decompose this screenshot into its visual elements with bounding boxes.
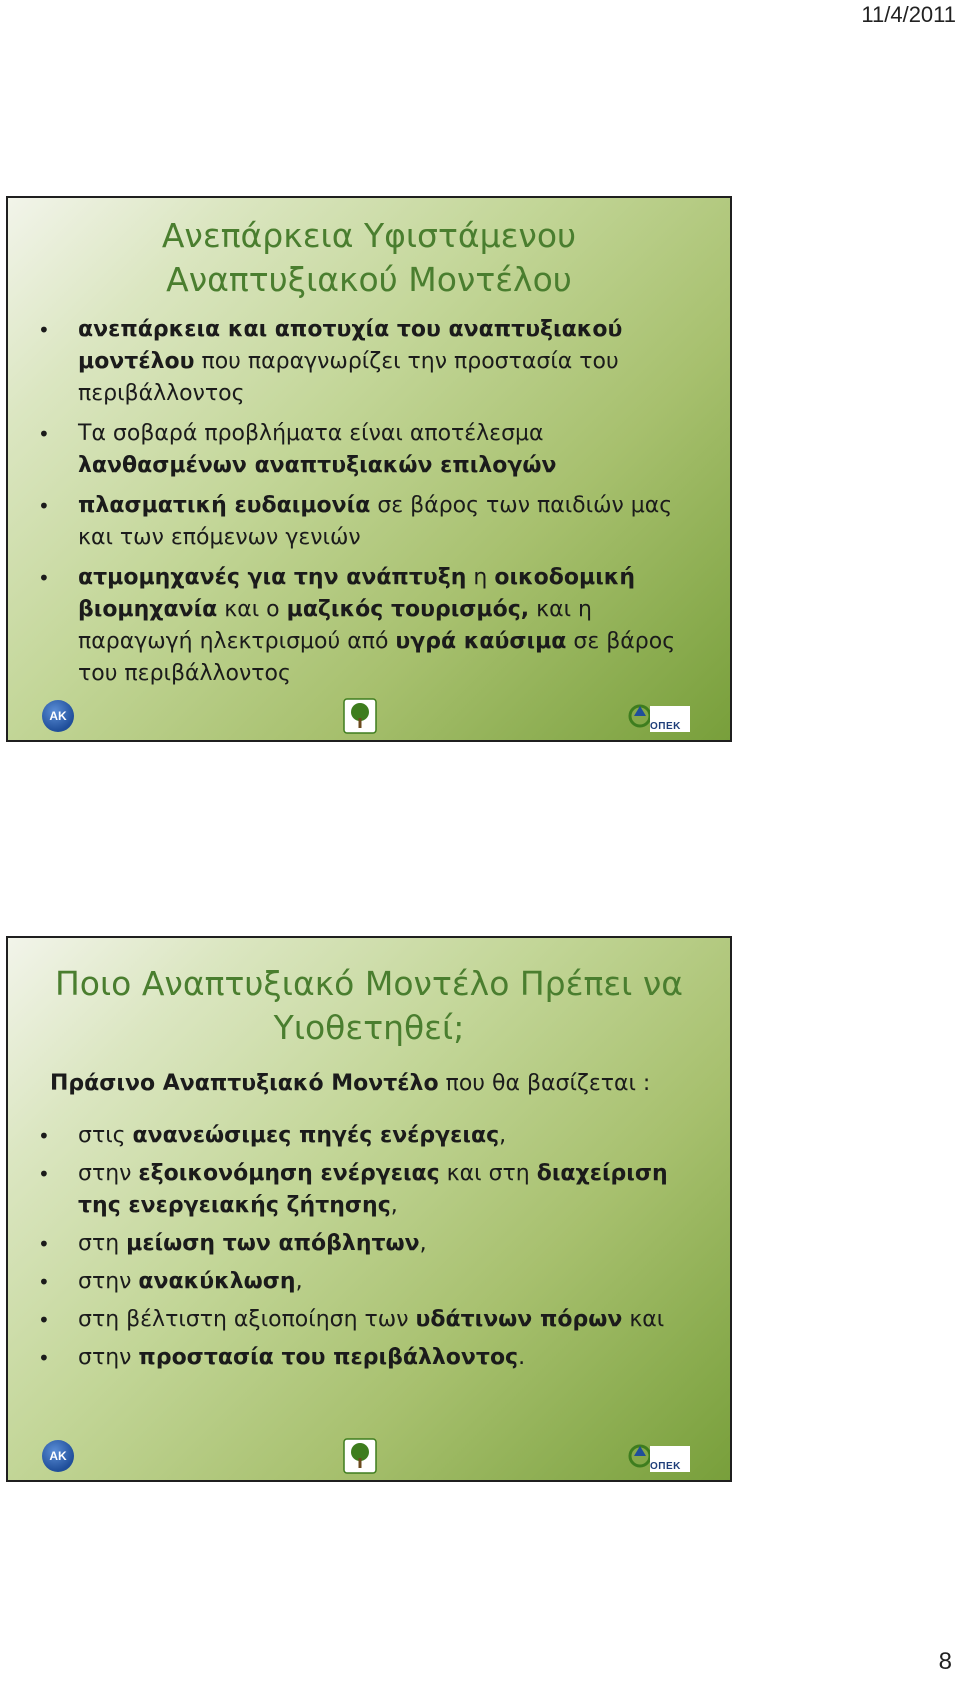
tree-logo-icon: [343, 698, 377, 734]
text: ,: [390, 1193, 398, 1218]
opek-logo-icon: [628, 700, 692, 734]
slide-2-title-line-2: Υιοθετηθεί;: [273, 1008, 465, 1047]
bold-text: ανεπάρκεια και αποτυχία του αναπτυξιακού μοντέλου: [78, 317, 623, 374]
text: ,: [499, 1123, 507, 1148]
text: σε βάρος του περιβάλλοντος: [78, 629, 676, 686]
bold-text: οικοδομική βιομηχανία: [78, 565, 636, 622]
text: που θα βασίζεται :: [438, 1071, 651, 1096]
slide-1-logo-bar: [8, 694, 730, 740]
bold-text: προστασία του περιβάλλοντος: [138, 1345, 519, 1370]
slide-1-bullet-list: [38, 314, 708, 698]
text: .: [518, 1345, 526, 1370]
slide-1-bullet-2: [38, 418, 708, 482]
bold-text: διαχείριση της ενεργειακής ζήτησης: [78, 1161, 668, 1218]
bold-text: Πράσινο Αναπτυξιακό Μοντέλο: [50, 1071, 439, 1096]
slide-2-bullet-4: [38, 1266, 712, 1298]
slide-2-bullet-2: [38, 1158, 712, 1222]
slide-2-bullet-list: [38, 1120, 712, 1380]
text: και στη: [439, 1161, 537, 1186]
text: σε βάρος των παιδιών μας και των επόμενων γενιών: [78, 493, 673, 550]
bold-text: μείωση των απόβλητων: [126, 1231, 420, 1256]
text: που παραγνωρίζει την προστασία του περιβάλλοντος: [78, 349, 619, 406]
slide-2-bullet-5: [38, 1304, 712, 1336]
slide-2: [6, 936, 732, 1482]
slide-1-bullet-3: [38, 490, 708, 554]
text: ,: [295, 1269, 303, 1294]
slide-2-title-line-1: Ποιο Αναπτυξιακό Μοντέλο Πρέπει να: [54, 964, 684, 1003]
slide-2-lead: [50, 1068, 650, 1100]
opek-logo-text: ΟΠΕΚ: [650, 1461, 681, 1472]
slide-1: [6, 196, 732, 742]
slide-2-title: [8, 962, 730, 1050]
ak-logo-icon: AK: [42, 1440, 74, 1472]
bold-text: πλασματική ευδαιμονία: [78, 493, 371, 518]
slide-1-bullet-4: [38, 562, 708, 690]
text: και: [622, 1307, 665, 1332]
slide-2-bullet-1: [38, 1120, 712, 1152]
slide-2-logo-bar: [8, 1434, 730, 1480]
header-date: 11/4/2011: [861, 2, 956, 27]
bold-text: ανακύκλωση: [138, 1269, 296, 1294]
slide-1-title: [8, 214, 730, 302]
slide-2-bullet-3: [38, 1228, 712, 1260]
slide-2-bullet-6: [38, 1342, 712, 1374]
text: στη βέλτιστη αξιοποίηση των: [78, 1307, 416, 1332]
bold-text: ατμομηχανές για την ανάπτυξη: [78, 565, 467, 590]
bold-text: λανθασμένων αναπτυξιακών επιλογών: [78, 453, 557, 478]
slide-1-bullet-1: [38, 314, 708, 410]
text: η: [466, 565, 495, 590]
text: στην: [78, 1345, 139, 1370]
bold-text: μαζικός τουρισμός,: [286, 597, 530, 622]
text: και ο: [217, 597, 287, 622]
slide-1-title-line-2: Αναπτυξιακού Μοντέλου: [166, 260, 572, 299]
text: στις: [78, 1123, 133, 1148]
bold-text: υγρά καύσιμα: [395, 629, 567, 654]
tree-logo-icon: [343, 1438, 377, 1474]
text: ,: [419, 1231, 427, 1256]
ak-logo-icon: AK: [42, 700, 74, 732]
text: στη: [78, 1231, 127, 1256]
bold-text: υδάτινων πόρων: [415, 1307, 623, 1332]
opek-logo-text: ΟΠΕΚ: [650, 721, 681, 732]
text: στην: [78, 1161, 139, 1186]
text: Τα σοβαρά προβλήματα είναι αποτέλεσμα: [78, 421, 544, 446]
text: στην: [78, 1269, 139, 1294]
page-number: 8: [938, 1648, 952, 1675]
slide-1-title-line-1: Ανεπάρκεια Υφιστάμενου: [161, 216, 577, 255]
opek-logo-icon: [628, 1440, 692, 1474]
text: και η παραγωγή ηλεκτρισμού από: [78, 597, 592, 654]
bold-text: ανανεώσιμες πηγές ενέργειας: [132, 1123, 500, 1148]
bold-text: εξοικονόμηση ενέργειας: [138, 1161, 440, 1186]
